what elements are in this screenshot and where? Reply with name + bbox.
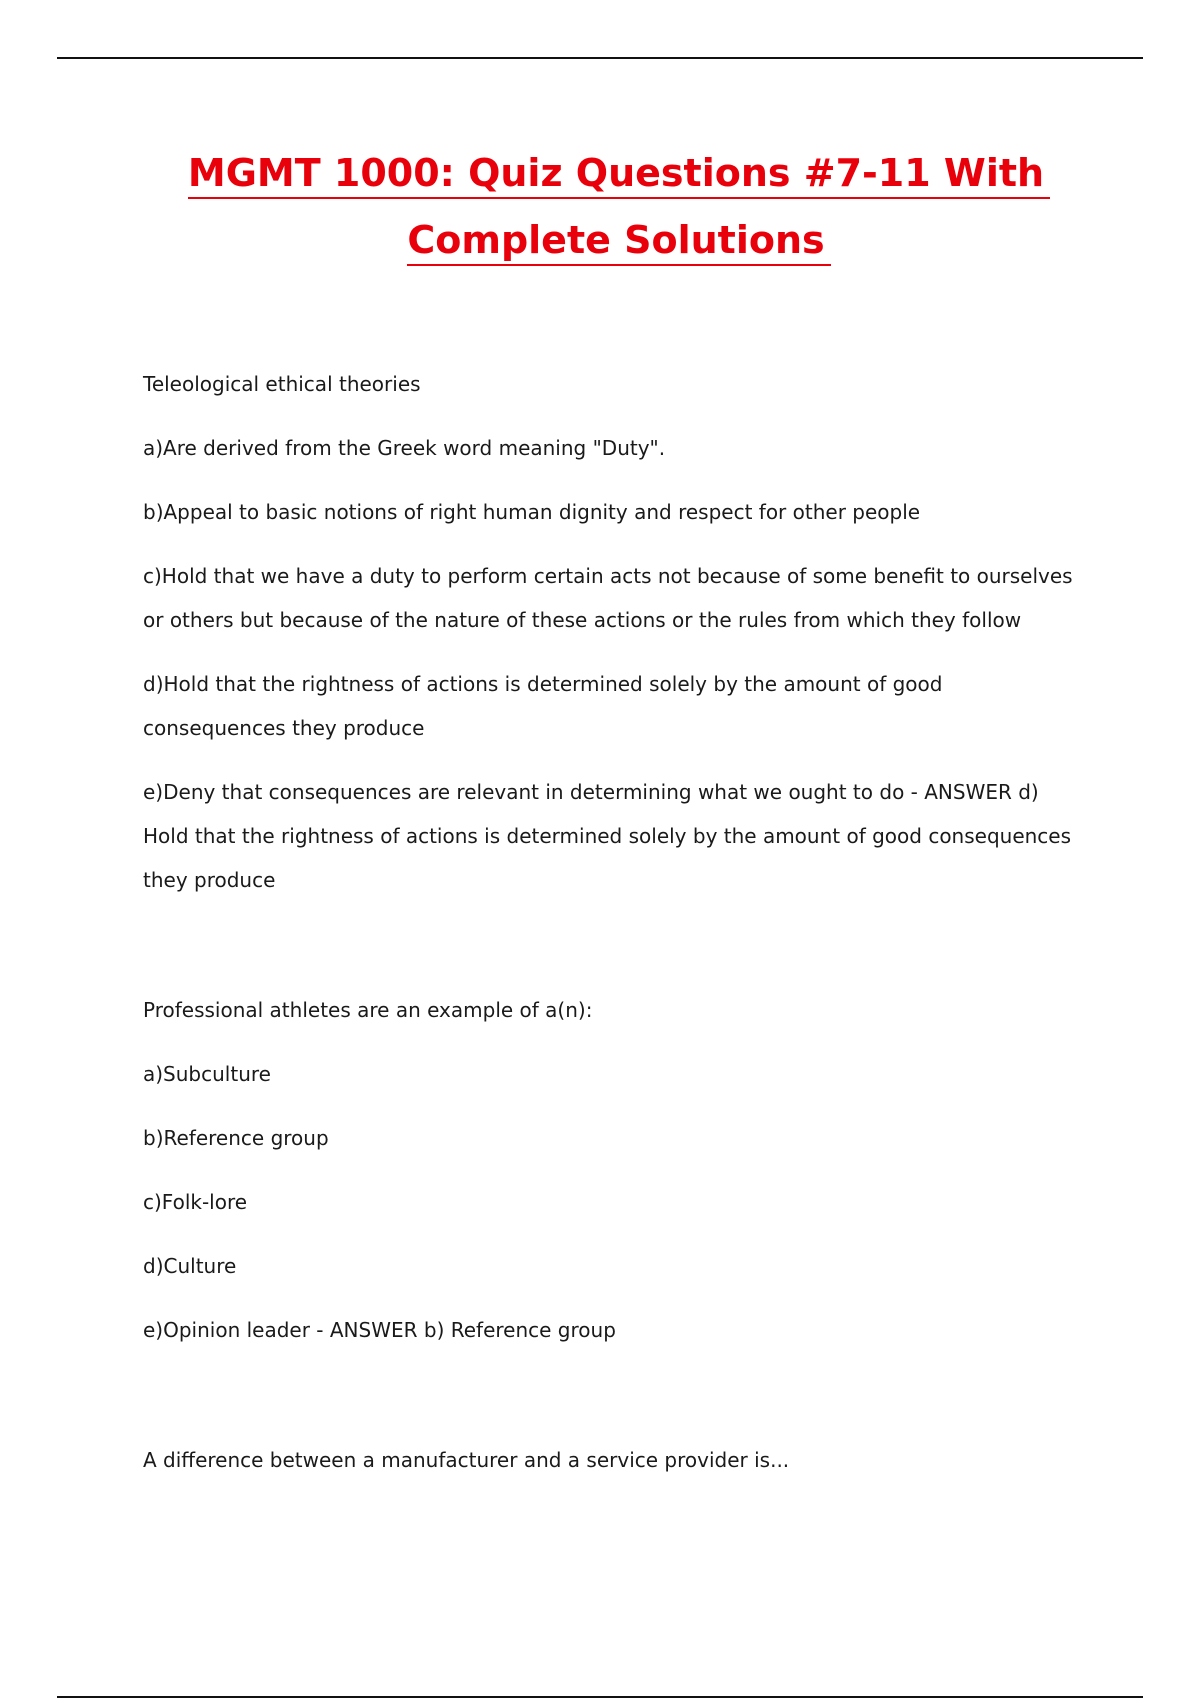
question-prompt: Teleological ethical theories — [143, 372, 421, 396]
answer-option: c)Hold that we have a duty to perform certain acts not because of some benefit to ourselves or others but because of the nature of these actions or the rules from which they follow — [143, 564, 1073, 632]
answer-option: b)Appeal to basic notions of right human dignity and respect for other people — [143, 500, 921, 524]
question-1 — [143, 362, 1083, 902]
question-prompt: A difference between a manufacturer and a service provider is... — [143, 1448, 790, 1472]
question-prompt: Professional athletes are an example of a(n): — [143, 998, 593, 1022]
answer-option-with-answer: e)Deny that consequences are relevant in determining what we ought to do - ANSWER d) Hold that the rightness of actions is determined solely by the amount of good consequences they produce — [143, 780, 1072, 892]
question-list — [143, 362, 1083, 1502]
title-line-1: MGMT 1000: Quiz Questions #7-11 With — [188, 149, 1050, 199]
answer-option: a)Subculture — [143, 1062, 271, 1086]
title-line-2: Complete Solutions — [407, 216, 830, 266]
answer-option-with-answer: e)Opinion leader - ANSWER b) Reference group — [143, 1318, 616, 1342]
question-3 — [143, 1438, 1083, 1482]
document-title — [0, 140, 1200, 274]
answer-option: c)Folk-lore — [143, 1190, 248, 1214]
answer-option: b)Reference group — [143, 1126, 329, 1150]
answer-option: d)Culture — [143, 1254, 237, 1278]
answer-option: d)Hold that the rightness of actions is determined solely by the amount of good consequences they produce — [143, 672, 943, 740]
question-2 — [143, 988, 1083, 1352]
footer-rule — [57, 1696, 1143, 1698]
header-rule — [57, 57, 1143, 59]
answer-option: a)Are derived from the Greek word meaning "Duty". — [143, 436, 666, 460]
